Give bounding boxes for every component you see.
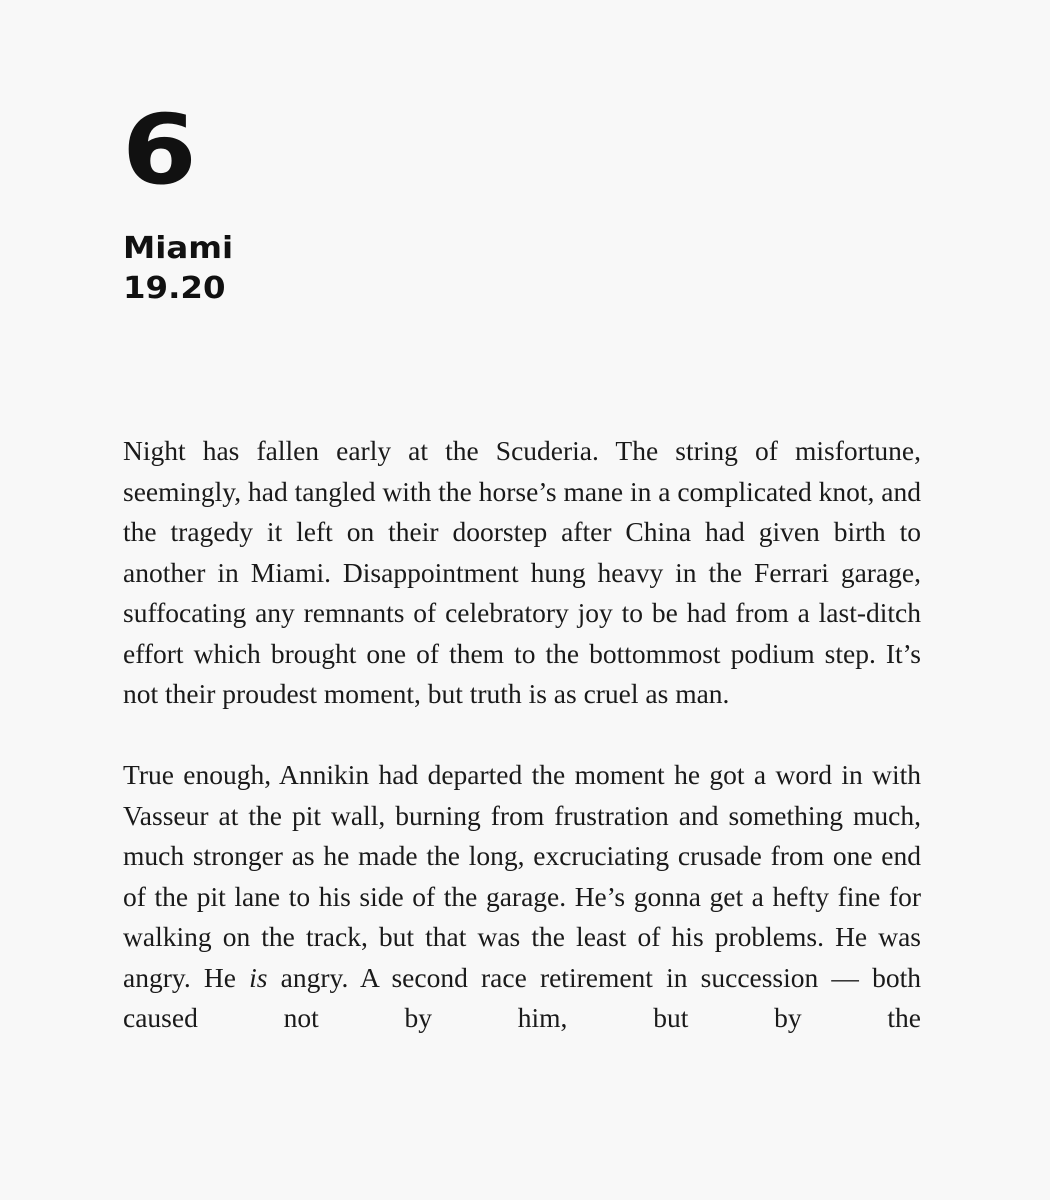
chapter-time: 19.20 xyxy=(123,271,226,306)
chapter-number: 6 xyxy=(122,94,200,206)
chapter-location: Miami xyxy=(123,231,234,266)
paragraph-2-emphasis: is xyxy=(249,961,268,993)
paragraph-2-text-before: True enough, Annikin had departed the moment he got a word in with Vasseur at the pit wall, burning from frustration and something much, much stronger as he made the long, excruciating crusade from one end of the pit lane to his side of the garage. He’s gonna get a hefty fine for walking on the track, but that was the least of his problems. He was angry. He xyxy=(123,759,921,993)
chapter-body xyxy=(123,431,921,1079)
paragraph-1: Night has fallen early at the Scuderia. The string of misfortune, seemingly, had tangled with the horse’s mane in a complicated knot, and the tragedy it left on their doorstep after China had given birth to another in Miami. Disappointment hung heavy in the Ferrari garage, suffocating any remnants of celebratory joy to be had from a last-ditch effort which brought one of them to the bottommost podium step. It’s not their proudest moment, but truth is as cruel as man. xyxy=(123,435,921,709)
paragraph-2 xyxy=(123,755,921,1039)
chapter-heading xyxy=(123,229,233,309)
paragraph-2-text-after: angry. A second race retirement in succession — both caused not by him, but by the xyxy=(123,961,921,1033)
